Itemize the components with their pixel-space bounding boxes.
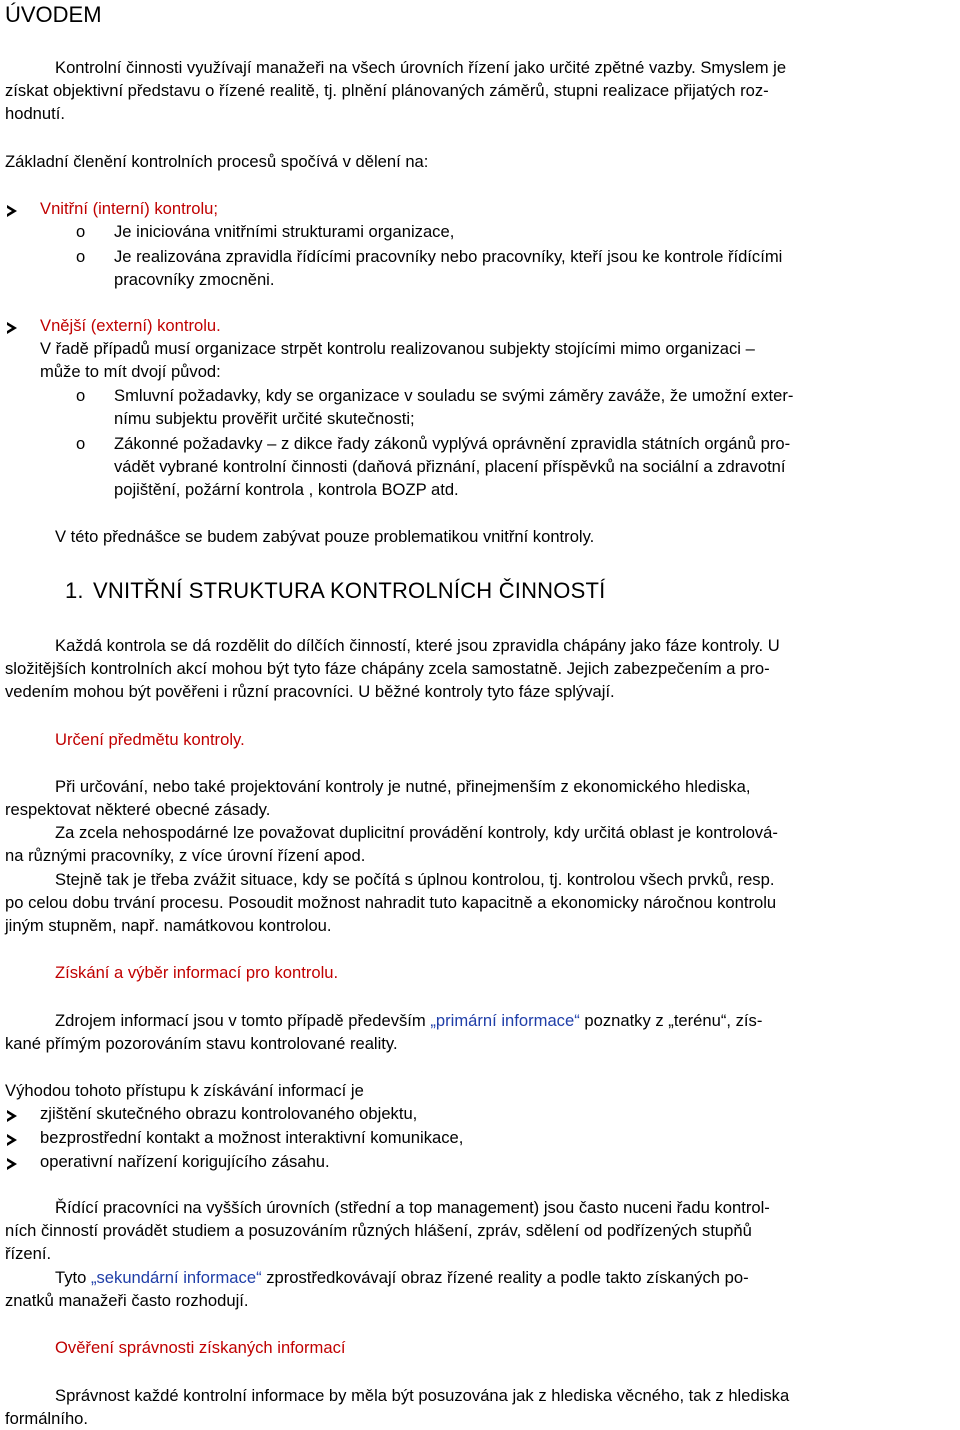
info-heading: Získání a výběr informací pro kontrolu. bbox=[55, 963, 339, 982]
advantage-item: bezprostřední kontakt a možnost interaktivní komunikace, bbox=[40, 1128, 464, 1147]
external-item: nímu subjektu prověřit určité skutečnosti; bbox=[114, 409, 415, 428]
page-title: ÚVODEM bbox=[5, 2, 102, 27]
arrow-bullet-icon bbox=[7, 205, 17, 217]
verify-paragraph-line: Správnost každé kontrolní informace by měla být posuzována jak z hlediska věcného, tak z hlediska bbox=[55, 1386, 790, 1405]
lecture-note: V této přednášce se budem zabývat pouze problematikou vnitřní kontroly. bbox=[55, 527, 595, 546]
external-item: pojištění, požární kontrola , kontrola BOZP atd. bbox=[114, 480, 459, 499]
subject-paragraph-line: Stejně tak je třeba zvážit situace, kdy se počítá s úplnou kontrolou, tj. kontrolou všech prvků, resp. bbox=[55, 870, 775, 889]
advantage-item: zjištění skutečného obrazu kontrolovaného objektu, bbox=[40, 1104, 418, 1123]
arrow-bullet-icon bbox=[7, 322, 17, 334]
external-intro-line: V řadě případů musí organizace strpět kontrolu realizovanou subjekty stojícími mimo organizaci – bbox=[40, 339, 755, 358]
circle-bullet-icon: o bbox=[76, 434, 86, 453]
advantage-item: operativní nařízení korigujícího zásahu. bbox=[40, 1152, 330, 1171]
info-paragraph-line: kané přímým pozorováním stavu kontrolované reality. bbox=[5, 1034, 398, 1053]
internal-item: Je iniciována vnitřními strukturami organizace, bbox=[114, 222, 455, 241]
intro-paragraph-line: získat objektivní představu o řízené realitě, tj. plnění plánovaných záměrů, stupni realizace přijatých roz- bbox=[5, 81, 769, 100]
info-paragraph-line bbox=[55, 1268, 749, 1288]
subject-paragraph-line: respektovat některé obecné zásady. bbox=[5, 800, 271, 819]
advantages-intro: Výhodou tohoto přístupu k získávání informací je bbox=[5, 1081, 364, 1100]
internal-item: Je realizována zpravidla řídícími pracovníky nebo pracovníky, kteří jsou ke kontrole řídícími bbox=[114, 247, 783, 266]
info-paragraph-line: řízení. bbox=[5, 1244, 52, 1263]
info-text: Tyto bbox=[55, 1268, 91, 1287]
circle-bullet-icon: o bbox=[76, 247, 86, 266]
subject-paragraph-line: Za zcela nehospodárné lze považovat duplicitní provádění kontroly, kdy určitá oblast je kontrolová- bbox=[55, 823, 778, 842]
circle-bullet-icon: o bbox=[76, 386, 86, 405]
intro-paragraph-line: hodnutí. bbox=[5, 104, 65, 123]
arrow-bullet-icon bbox=[7, 1110, 17, 1122]
info-text: zprostředkovávají obraz řízené reality a podle takto získaných po- bbox=[261, 1268, 749, 1287]
section-paragraph-line: složitějších kontrolních akcí mohou být tyto fáze chápány zcela samostatně. Jejich zabezpečením a pro- bbox=[5, 659, 770, 678]
info-paragraph-line: ních činností provádět studiem a posuzováním různých hlášení, zpráv, sdělení od podřízených stupňů bbox=[5, 1221, 752, 1240]
verify-paragraph-line: formálního. bbox=[5, 1409, 89, 1428]
section-paragraph-line: Každá kontrola se dá rozdělit do dílčích činností, které jsou zpravidla chápány jako fáze kontroly. U bbox=[55, 636, 780, 655]
subject-paragraph-line: na různými pracovníky, z více úrovní řízení apod. bbox=[5, 846, 366, 865]
external-intro-line: může to mít dvojí původ: bbox=[40, 362, 221, 381]
subject-paragraph-line: po celou dobu trvání procesu. Posoudit možnost nahradit tuto kapacitně a ekonomicky náročnou kontrolu bbox=[5, 893, 777, 912]
section-paragraph-line: vedením mohou být pověřeni i různí pracovníci. U běžné kontroly tyto fáze splývají. bbox=[5, 682, 615, 701]
info-text: Zdrojem informací jsou v tomto případě především bbox=[55, 1011, 431, 1030]
info-text: poznatky z „terénu“, zís- bbox=[579, 1011, 763, 1030]
subject-paragraph-line: jiným stupněm, např. namátkovou kontrolou. bbox=[5, 916, 332, 935]
internal-control-heading: Vnitřní (interní) kontrolu; bbox=[40, 199, 218, 218]
intro-paragraph-line: Kontrolní činnosti využívají manažeři na všech úrovních řízení jako určité zpětné vazby. Smyslem je bbox=[55, 58, 787, 77]
arrow-bullet-icon bbox=[7, 1158, 17, 1170]
info-paragraph-line: znatků manažeři často rozhodují. bbox=[5, 1291, 249, 1310]
circle-bullet-icon: o bbox=[76, 222, 86, 241]
secondary-info-term: „sekundární informace“ bbox=[90, 1268, 262, 1287]
external-item: vádět vybrané kontrolní činnosti (daňová přiznání, placení příspěvků na sociální a zdravotní bbox=[114, 457, 786, 476]
verify-heading: Ověření správnosti získaných informací bbox=[55, 1338, 346, 1357]
internal-item: pracovníky zmocněni. bbox=[114, 270, 275, 289]
external-item: Smluvní požadavky, kdy se organizace v souladu se svými záměry zaváže, že umožní exter- bbox=[114, 386, 794, 405]
primary-info-term: „primární informace“ bbox=[430, 1011, 580, 1030]
subject-paragraph-line: Při určování, nebo také projektování kontroly je nutné, přinejmenším z ekonomického hlediska, bbox=[55, 777, 751, 796]
section-title: VNITŘNÍ STRUKTURA KONTROLNÍCH ČINNOSTÍ bbox=[93, 578, 606, 603]
division-intro: Základní členění kontrolních procesů spočívá v dělení na: bbox=[5, 152, 429, 171]
info-paragraph-line: Řídící pracovníci na vyšších úrovních (střední a top management) jsou často nuceni řadu kontrol- bbox=[55, 1198, 770, 1217]
external-item: Zákonné požadavky – z dikce řady zákonů vyplývá oprávnění zpravidla státních orgánů pro- bbox=[114, 434, 791, 453]
section-number: 1. bbox=[65, 578, 84, 603]
external-control-heading: Vnější (externí) kontrolu. bbox=[40, 316, 221, 335]
arrow-bullet-icon bbox=[7, 1134, 17, 1146]
info-paragraph-line bbox=[55, 1011, 762, 1031]
subject-heading: Určení předmětu kontroly. bbox=[55, 730, 245, 749]
